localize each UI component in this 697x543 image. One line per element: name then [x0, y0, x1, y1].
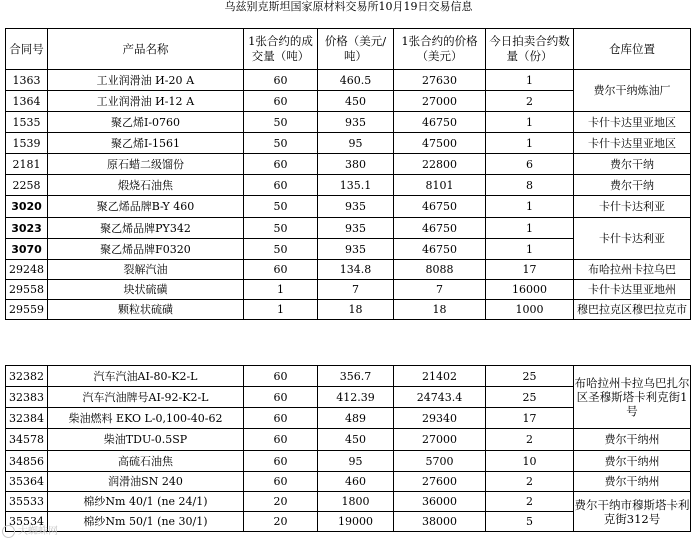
- cell-warehouse: 费尔干纳州: [574, 451, 691, 472]
- cell-contract-price: 8088: [394, 260, 486, 280]
- table-row: [6, 366, 691, 387]
- cell-contract-no: 32384: [6, 408, 48, 429]
- cell-price: 460.5: [318, 70, 394, 91]
- cell-count: 17: [486, 408, 574, 429]
- header-price: 价格（美元/吨）: [318, 29, 394, 70]
- cell-contract-price: 27000: [394, 91, 486, 112]
- cell-count: 17: [486, 260, 574, 280]
- cell-product: 颗粒状硫磺: [48, 300, 244, 320]
- cell-price: 460: [318, 472, 394, 492]
- table-row: [6, 196, 691, 218]
- cell-warehouse: 卡什卡达里亚地区: [574, 133, 691, 154]
- cell-price: 7: [318, 280, 394, 300]
- cell-volume: 50: [244, 112, 318, 133]
- cell-product: 高硫石油焦: [48, 451, 244, 472]
- cell-product: 润滑油SN 240: [48, 472, 244, 492]
- cell-volume: 50: [244, 239, 318, 260]
- trade-table-continued: [5, 365, 691, 532]
- cell-contract-price: 29340: [394, 408, 486, 429]
- watermark-text: 大蜘蛛网: [18, 526, 58, 537]
- cell-contract-no: 2181: [6, 154, 48, 175]
- table-row: [6, 133, 691, 154]
- cell-contract-price: 47500: [394, 133, 486, 154]
- table-row: [6, 451, 691, 472]
- cell-volume: 20: [244, 512, 318, 532]
- cell-product: 聚乙烯品牌B-Y 460: [48, 196, 244, 218]
- cell-warehouse: 费尔干纳州: [574, 429, 691, 451]
- cell-contract-price: 27630: [394, 70, 486, 91]
- cell-contract-price: 8101: [394, 175, 486, 196]
- cell-contract-no: 35533: [6, 492, 48, 512]
- cell-contract-price: 46750: [394, 196, 486, 218]
- table-row: [6, 154, 691, 175]
- cell-volume: 60: [244, 451, 318, 472]
- cell-count: 2: [486, 429, 574, 451]
- cell-contract-price: 46750: [394, 239, 486, 260]
- cell-volume: 60: [244, 429, 318, 451]
- cell-count: 1: [486, 133, 574, 154]
- section-gap: [0, 352, 697, 362]
- cell-product: 柴油TDU-0.5SP: [48, 429, 244, 451]
- cell-product: 裂解汽油: [48, 260, 244, 280]
- cell-product: 块状硫磺: [48, 280, 244, 300]
- cell-warehouse: 费尔干纳: [574, 175, 691, 196]
- cell-volume: 1: [244, 300, 318, 320]
- cell-volume: 60: [244, 387, 318, 408]
- header-count: 今日拍卖合约数量（份）: [486, 29, 574, 70]
- cell-volume: 60: [244, 366, 318, 387]
- cell-contract-price: 21402: [394, 366, 486, 387]
- cell-price: 412.39: [318, 387, 394, 408]
- cell-price: 19000: [318, 512, 394, 532]
- cell-warehouse: 穆巴拉克区穆巴拉克市: [574, 300, 691, 320]
- cell-count: 1: [486, 239, 574, 260]
- cell-price: 135.1: [318, 175, 394, 196]
- cell-count: 5: [486, 512, 574, 532]
- cell-contract-no: 32382: [6, 366, 48, 387]
- cell-price: 1800: [318, 492, 394, 512]
- cell-count: 16000: [486, 280, 574, 300]
- cell-contract-no: 1363: [6, 70, 48, 91]
- cell-product: 柴油燃料 EKO L-0,100-40-62: [48, 408, 244, 429]
- table-row: [6, 472, 691, 492]
- cell-count: 1000: [486, 300, 574, 320]
- table-row: [6, 492, 691, 512]
- cell-contract-no: 34856: [6, 451, 48, 472]
- cell-volume: 60: [244, 154, 318, 175]
- cell-volume: 60: [244, 70, 318, 91]
- cell-contract-price: 46750: [394, 218, 486, 239]
- cell-volume: 60: [244, 408, 318, 429]
- cell-contract-price: 36000: [394, 492, 486, 512]
- cell-count: 25: [486, 366, 574, 387]
- cell-volume: 60: [244, 260, 318, 280]
- cell-count: 6: [486, 154, 574, 175]
- table-row: [6, 112, 691, 133]
- cell-contract-no: 3023: [6, 218, 48, 239]
- cell-warehouse: 卡什卡达利亚: [574, 196, 691, 218]
- cell-warehouse: 费尔干纳市穆斯塔卡利克街312号: [574, 492, 691, 532]
- cell-contract-no: 1535: [6, 112, 48, 133]
- table-row: [6, 260, 691, 280]
- cell-count: 25: [486, 387, 574, 408]
- header-contract-price: 1张合约的价格（美元）: [394, 29, 486, 70]
- cell-warehouse: 卡什卡达利亚: [574, 218, 691, 260]
- cell-warehouse: 卡什卡达里亚地区: [574, 112, 691, 133]
- cell-volume: 20: [244, 492, 318, 512]
- cell-warehouse: 布哈拉州卡拉乌巴: [574, 260, 691, 280]
- cell-product: 工业润滑油 И-20 А: [48, 70, 244, 91]
- cell-volume: 50: [244, 196, 318, 218]
- cell-volume: 50: [244, 218, 318, 239]
- cell-price: 935: [318, 218, 394, 239]
- table-row: [6, 175, 691, 196]
- watermark-logo-icon: [2, 525, 15, 538]
- table-row: [6, 280, 691, 300]
- cell-contract-no: 29248: [6, 260, 48, 280]
- cell-price: 18: [318, 300, 394, 320]
- cell-contract-price: 27600: [394, 472, 486, 492]
- cell-count: 2: [486, 472, 574, 492]
- cell-contract-no: 29558: [6, 280, 48, 300]
- table-row: [6, 70, 691, 91]
- cell-contract-price: 38000: [394, 512, 486, 532]
- cell-volume: 60: [244, 175, 318, 196]
- cell-product: 工业润滑油 И-12 А: [48, 91, 244, 112]
- cell-product: 聚乙烯I-1561: [48, 133, 244, 154]
- cell-count: 1: [486, 196, 574, 218]
- cell-product: 煅烧石油焦: [48, 175, 244, 196]
- cell-contract-price: 27000: [394, 429, 486, 451]
- cell-price: 450: [318, 91, 394, 112]
- cell-count: 1: [486, 70, 574, 91]
- header-product: 产品名称: [48, 29, 244, 70]
- cell-count: 2: [486, 492, 574, 512]
- cell-price: 935: [318, 239, 394, 260]
- cell-product: 聚乙烯品牌PY342: [48, 218, 244, 239]
- cell-price: 95: [318, 133, 394, 154]
- cell-contract-price: 18: [394, 300, 486, 320]
- cell-contract-no: 35364: [6, 472, 48, 492]
- cell-price: 95: [318, 451, 394, 472]
- cell-contract-no: 3020: [6, 196, 48, 218]
- cell-contract-price: 22800: [394, 154, 486, 175]
- header-volume: 1张合约的成交量（吨）: [244, 29, 318, 70]
- cell-price: 380: [318, 154, 394, 175]
- cell-volume: 60: [244, 91, 318, 112]
- trade-table-main: [5, 28, 691, 320]
- cell-count: 2: [486, 91, 574, 112]
- cell-contract-no: 2258: [6, 175, 48, 196]
- cell-contract-no: 1364: [6, 91, 48, 112]
- cell-contract-no: 1539: [6, 133, 48, 154]
- cell-count: 10: [486, 451, 574, 472]
- cell-contract-no: 29559: [6, 300, 48, 320]
- cell-product: 聚乙烯I-0760: [48, 112, 244, 133]
- cell-product: 汽车汽油AI-80-K2-L: [48, 366, 244, 387]
- cell-contract-no: 32383: [6, 387, 48, 408]
- page-title: 乌兹别克斯坦国家原材料交易所10月19日交易信息: [224, 0, 473, 13]
- cell-product: 聚乙烯品牌F0320: [48, 239, 244, 260]
- cell-price: 134.8: [318, 260, 394, 280]
- cell-price: 935: [318, 112, 394, 133]
- cell-contract-no: 34578: [6, 429, 48, 451]
- cell-product: 汽车汽油牌号AI-92-K2-L: [48, 387, 244, 408]
- cell-contract-price: 46750: [394, 112, 486, 133]
- cell-product: 原石蜡二级馏份: [48, 154, 244, 175]
- cell-warehouse: 费尔干纳炼油厂: [574, 70, 691, 112]
- cell-contract-price: 24743.4: [394, 387, 486, 408]
- cell-volume: 50: [244, 133, 318, 154]
- cell-price: 356.7: [318, 366, 394, 387]
- cell-product: 棉纱Nm 50/1 (ne 30/1): [48, 512, 244, 532]
- cell-count: 1: [486, 112, 574, 133]
- cell-warehouse: 卡什卡达里亚地州: [574, 280, 691, 300]
- cell-count: 8: [486, 175, 574, 196]
- cell-warehouse: 费尔干纳州: [574, 472, 691, 492]
- table-row: [6, 218, 691, 239]
- header-warehouse: 仓库位置: [574, 29, 691, 70]
- watermark: [2, 522, 58, 538]
- cell-volume: 1: [244, 280, 318, 300]
- cell-contract-no: 35534: [6, 512, 48, 532]
- header-contract-no: 合同号: [6, 29, 48, 70]
- table-header-row: [6, 29, 691, 70]
- table-row: [6, 429, 691, 451]
- cell-price: 935: [318, 196, 394, 218]
- cell-volume: 60: [244, 472, 318, 492]
- cell-price: 489: [318, 408, 394, 429]
- cell-count: 1: [486, 218, 574, 239]
- cell-contract-price: 7: [394, 280, 486, 300]
- cell-warehouse: 费尔干纳: [574, 154, 691, 175]
- cell-contract-price: 5700: [394, 451, 486, 472]
- cell-price: 450: [318, 429, 394, 451]
- table-row: [6, 300, 691, 320]
- cell-product: 棉纱Nm 40/1 (ne 24/1): [48, 492, 244, 512]
- cell-contract-no: 3070: [6, 239, 48, 260]
- cell-warehouse: 布哈拉州卡拉乌巴扎尔区圣穆斯塔卡利克街1号: [574, 366, 691, 429]
